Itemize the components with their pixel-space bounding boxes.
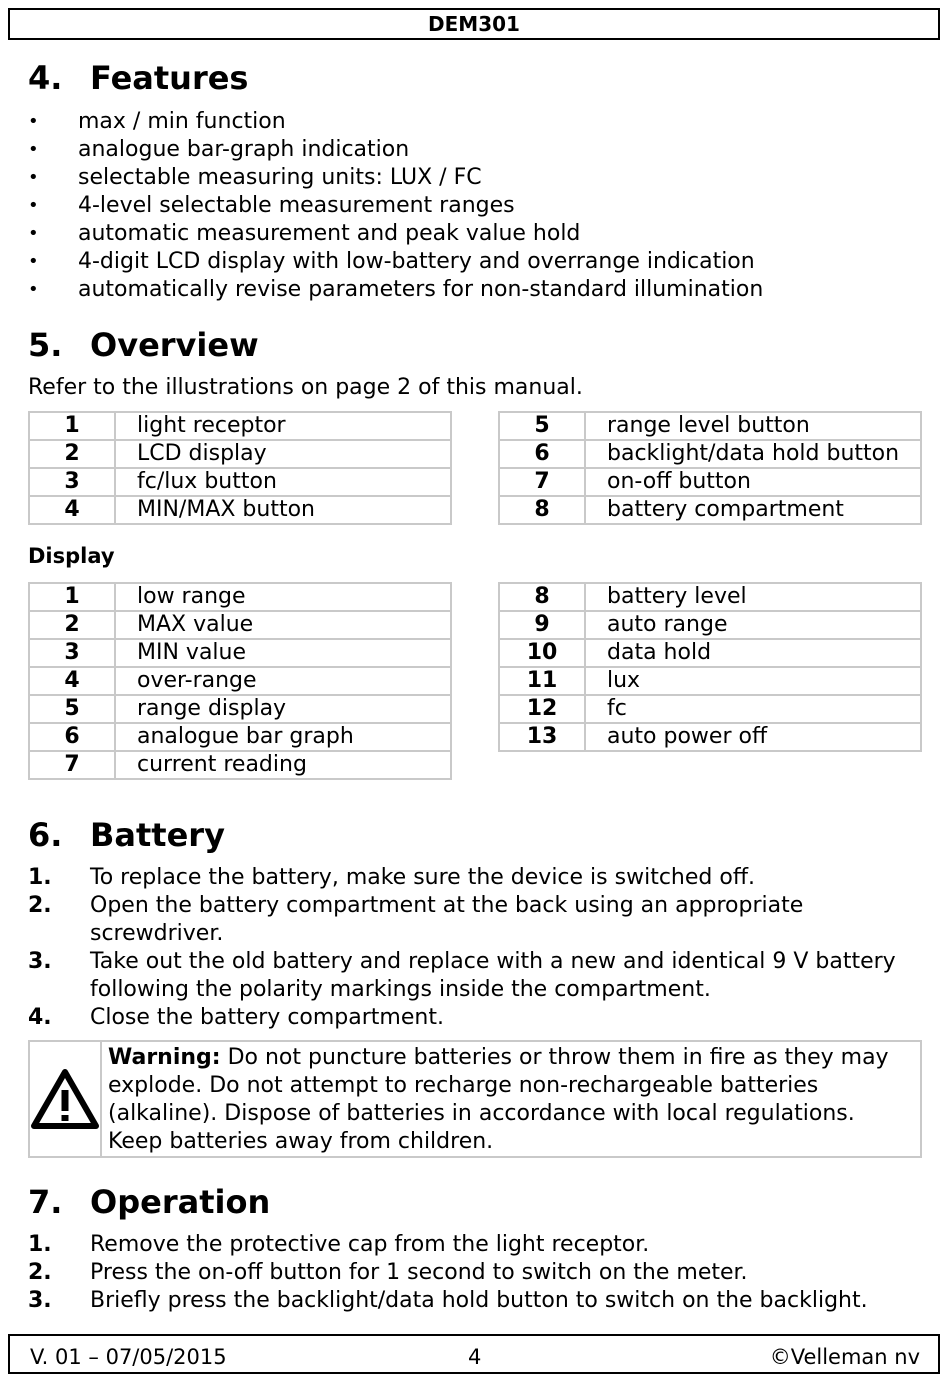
item-label: MIN/MAX button bbox=[115, 496, 451, 524]
operation-heading bbox=[28, 1182, 270, 1222]
step-text: Take out the old battery and replace with a new and identical 9 V battery following the polarity markings inside the compartment. bbox=[90, 949, 896, 1002]
footer-copyright: ©Velleman nv bbox=[769, 1345, 920, 1369]
step-text: Close the battery compartment. bbox=[90, 1005, 444, 1030]
warning-label: Warning: bbox=[108, 1045, 221, 1070]
list-item: • 4-digit LCD display with low-battery and overrange indication bbox=[28, 248, 763, 276]
item-number: 1 bbox=[29, 583, 115, 611]
table-row bbox=[29, 468, 451, 496]
list-item bbox=[28, 948, 898, 1004]
step-number: 1. bbox=[28, 1232, 52, 1257]
item-label: auto range bbox=[585, 611, 921, 639]
item-label: light receptor bbox=[115, 412, 451, 440]
item-number: 5 bbox=[499, 412, 585, 440]
item-number: 6 bbox=[499, 440, 585, 468]
table-row bbox=[499, 496, 921, 524]
item-label: lux bbox=[585, 667, 921, 695]
list-item bbox=[28, 1004, 898, 1032]
item-label: backlight/data hold button bbox=[585, 440, 921, 468]
table-row bbox=[499, 440, 921, 468]
features-heading-number: 4. bbox=[28, 59, 63, 97]
step-text: Briefly press the backlight/data hold button to switch on the backlight. bbox=[90, 1288, 868, 1313]
warning-icon-cell bbox=[30, 1042, 102, 1156]
table-row bbox=[29, 723, 451, 751]
item-number: 6 bbox=[29, 723, 115, 751]
parts-table-right bbox=[498, 411, 922, 525]
document-header bbox=[8, 8, 940, 40]
step-number: 3. bbox=[28, 1288, 52, 1313]
step-text: To replace the battery, make sure the device is switched off. bbox=[90, 865, 755, 890]
item-number: 12 bbox=[499, 695, 585, 723]
step-number: 3. bbox=[28, 949, 52, 974]
item-number: 8 bbox=[499, 583, 585, 611]
item-number: 3 bbox=[29, 468, 115, 496]
overview-heading-text: Overview bbox=[90, 326, 259, 364]
overview-heading-number: 5. bbox=[28, 326, 63, 364]
list-item bbox=[28, 864, 898, 892]
warning-box bbox=[28, 1040, 922, 1158]
list-item: • selectable measuring units: LUX / FC bbox=[28, 164, 763, 192]
item-label: MIN value bbox=[115, 639, 451, 667]
item-label: data hold bbox=[585, 639, 921, 667]
footer-page-number: 4 bbox=[468, 1345, 482, 1369]
item-label: on-off button bbox=[585, 468, 921, 496]
item-number: 7 bbox=[499, 468, 585, 496]
item-number: 4 bbox=[29, 496, 115, 524]
item-label: range display bbox=[115, 695, 451, 723]
table-row bbox=[499, 583, 921, 611]
item-label: fc bbox=[585, 695, 921, 723]
list-item: • analogue bar-graph indication bbox=[28, 136, 763, 164]
warning-text bbox=[102, 1042, 920, 1156]
list-item bbox=[28, 1231, 928, 1259]
item-number: 13 bbox=[499, 723, 585, 751]
step-number: 1. bbox=[28, 865, 52, 890]
battery-heading-text: Battery bbox=[90, 816, 225, 854]
item-number: 2 bbox=[29, 611, 115, 639]
list-item bbox=[28, 892, 898, 948]
item-label: battery compartment bbox=[585, 496, 921, 524]
battery-heading bbox=[28, 815, 225, 855]
step-text: Remove the protective cap from the light receptor. bbox=[90, 1232, 650, 1257]
item-label: LCD display bbox=[115, 440, 451, 468]
item-label: auto power off bbox=[585, 723, 921, 751]
footer-version: V. 01 – 07/05/2015 bbox=[30, 1345, 227, 1369]
table-row bbox=[29, 440, 451, 468]
table-row bbox=[29, 611, 451, 639]
table-row bbox=[499, 723, 921, 751]
item-label: MAX value bbox=[115, 611, 451, 639]
table-row bbox=[499, 695, 921, 723]
table-row bbox=[29, 583, 451, 611]
step-number: 4. bbox=[28, 1005, 52, 1030]
warning-body: Do not puncture batteries or throw them in fire as they may explode. Do not attempt to recharge non-rechargeable batteries (alkaline). Dispose of batteries in accordance with local regulations. Keep batteries away from children. bbox=[108, 1045, 889, 1154]
list-item: • max / min function bbox=[28, 108, 763, 136]
list-item: • 4-level selectable measurement ranges bbox=[28, 192, 763, 220]
item-label: battery level bbox=[585, 583, 921, 611]
item-label: analogue bar graph bbox=[115, 723, 451, 751]
item-number: 8 bbox=[499, 496, 585, 524]
list-item: • automatically revise parameters for non-standard illumination bbox=[28, 276, 763, 304]
parts-table-left bbox=[28, 411, 452, 525]
display-table-left bbox=[28, 582, 452, 780]
step-number: 2. bbox=[28, 1260, 52, 1285]
step-text: Press the on-off button for 1 second to switch on the meter. bbox=[90, 1260, 748, 1285]
features-list bbox=[28, 108, 763, 304]
table-row bbox=[499, 667, 921, 695]
table-row bbox=[499, 412, 921, 440]
table-row bbox=[499, 468, 921, 496]
item-number: 3 bbox=[29, 639, 115, 667]
item-label: range level button bbox=[585, 412, 921, 440]
item-label: current reading bbox=[115, 751, 451, 779]
item-label: over-range bbox=[115, 667, 451, 695]
overview-intro: Refer to the illustrations on page 2 of this manual. bbox=[28, 375, 583, 400]
warning-triangle-icon bbox=[30, 1068, 100, 1130]
display-subheading: Display bbox=[28, 544, 115, 568]
table-row bbox=[29, 695, 451, 723]
item-number: 1 bbox=[29, 412, 115, 440]
display-table-right bbox=[498, 582, 922, 752]
operation-heading-text: Operation bbox=[90, 1183, 271, 1221]
table-row bbox=[29, 412, 451, 440]
item-number: 9 bbox=[499, 611, 585, 639]
list-item bbox=[28, 1287, 928, 1315]
features-heading bbox=[28, 58, 248, 98]
step-text: Open the battery compartment at the back using an appropriate screwdriver. bbox=[90, 893, 804, 946]
table-row bbox=[499, 611, 921, 639]
table-row bbox=[29, 639, 451, 667]
item-number: 2 bbox=[29, 440, 115, 468]
table-row bbox=[29, 496, 451, 524]
battery-heading-number: 6. bbox=[28, 816, 63, 854]
item-number: 11 bbox=[499, 667, 585, 695]
table-row bbox=[499, 639, 921, 667]
document-footer bbox=[8, 1334, 940, 1374]
item-number: 7 bbox=[29, 751, 115, 779]
list-item: • automatic measurement and peak value hold bbox=[28, 220, 763, 248]
list-item bbox=[28, 1259, 928, 1287]
operation-steps bbox=[28, 1231, 928, 1315]
item-label: fc/lux button bbox=[115, 468, 451, 496]
item-number: 5 bbox=[29, 695, 115, 723]
item-number: 4 bbox=[29, 667, 115, 695]
document-title: DEM301 bbox=[428, 12, 520, 36]
overview-heading bbox=[28, 325, 259, 365]
item-number: 10 bbox=[499, 639, 585, 667]
step-number: 2. bbox=[28, 893, 52, 918]
battery-steps bbox=[28, 864, 898, 1032]
features-heading-text: Features bbox=[90, 59, 249, 97]
operation-heading-number: 7. bbox=[28, 1183, 63, 1221]
table-row bbox=[29, 751, 451, 779]
table-row bbox=[29, 667, 451, 695]
item-label: low range bbox=[115, 583, 451, 611]
